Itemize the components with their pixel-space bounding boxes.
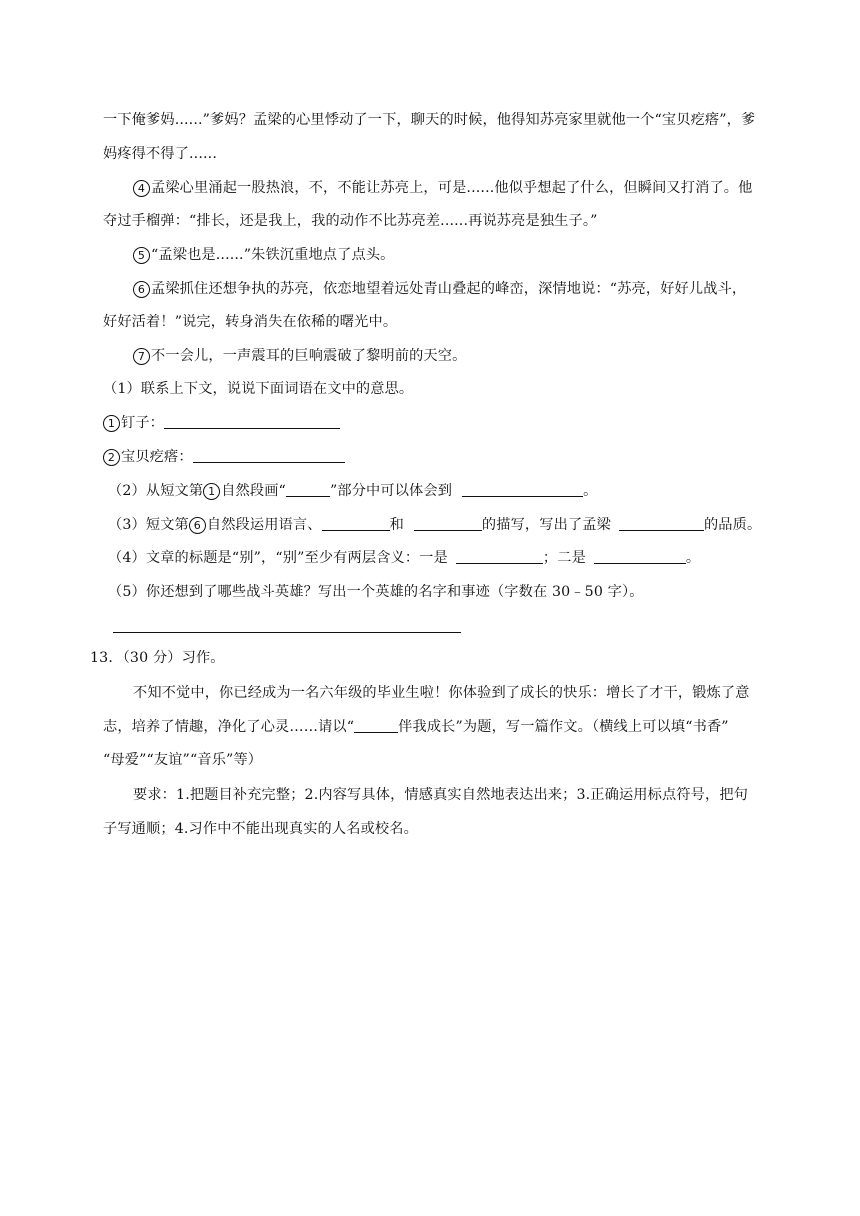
title-blank[interactable]	[354, 718, 398, 733]
question-text: ；二是	[542, 550, 586, 566]
question-1a	[103, 414, 340, 432]
question-text: （4）文章的标题是“别”，“别”至少有两层含义：一是	[108, 550, 448, 566]
question-text: ”部分中可以体会到	[329, 483, 453, 499]
prompt-text: 伴我成长”为题，写一篇作文。（横线上可以填“书香”	[398, 719, 729, 735]
passage-text: 孟梁心里涌起一股热浪，不，不能让苏亮上，可是......他似乎想起了什么，但瞬间又打消了。他	[151, 180, 753, 196]
question-text: 和	[389, 517, 404, 533]
passage-text: 不一会儿，一声震耳的巨响震破了黎明前的天空。	[151, 348, 467, 364]
item-label: 钉子：	[121, 415, 165, 431]
passage-line: 好好活着！”说完，转身消失在依稀的曙光中。	[103, 314, 398, 330]
question-1: （1）联系上下文，说说下面词语在文中的意思。	[103, 381, 414, 397]
answer-blank[interactable]	[462, 482, 583, 497]
question-text: 的描写，写出了孟梁	[481, 517, 611, 533]
question-5: （5）你还想到了哪些战斗英雄？写出一个英雄的名字和事迹（字数在 30﹣50 字）。	[108, 584, 644, 600]
question-text: 。	[685, 550, 701, 566]
answer-blank[interactable]	[164, 414, 340, 429]
essay-prompt-line: “母爱”“友谊”“音乐”等）	[103, 752, 263, 768]
paragraph-5	[133, 246, 395, 264]
paragraph-number-4: 4	[133, 180, 150, 197]
question-2	[108, 482, 597, 500]
essay-requirements-line: 子写通顺；4.习作中不能出现真实的人名或校名。	[103, 821, 418, 837]
paragraph-7	[133, 347, 466, 365]
paragraph-number-7: 7	[133, 348, 150, 365]
item-label: 宝贝疙瘩：	[121, 449, 193, 465]
answer-blank[interactable]	[193, 448, 345, 463]
essay-prompt-line	[103, 718, 729, 736]
item-number-2: 2	[103, 449, 120, 466]
passage-line: 夺过手榴弹：“排长，还是我上，我的动作不比苏亮差......再说苏亮是独生子。”	[103, 213, 598, 229]
question-4	[108, 549, 700, 567]
question-1b	[103, 448, 345, 466]
answer-line[interactable]	[113, 632, 461, 633]
answer-blank[interactable]	[594, 549, 686, 564]
answer-blank[interactable]	[286, 482, 330, 497]
essay-requirements-line: 要求：1.把题目补充完整；2.内容写具体，情感真实自然地表达出来；3.正确运用标点符号，把句	[133, 787, 749, 803]
prompt-text: 志，培养了情趣，净化了心灵……请以“	[103, 719, 355, 735]
answer-blank[interactable]	[619, 516, 704, 531]
paragraph-ref-6: 6	[189, 517, 206, 534]
question-text: 自然段运用语言、	[206, 517, 322, 533]
item-number-1: 1	[103, 415, 120, 432]
passage-text: 孟梁抓住还想争执的苏亮，依恋地望着远处青山叠起的峰峦，深情地说：“苏亮，好好儿战斗，	[151, 281, 747, 297]
paragraph-number-5: 5	[133, 247, 150, 264]
question-text: 。	[583, 483, 598, 499]
answer-blank[interactable]	[456, 549, 543, 564]
question-text: 自然段画“	[221, 483, 286, 499]
answer-blank[interactable]	[322, 516, 390, 531]
question-13-header: 13．（30 分）习作。	[90, 650, 225, 666]
passage-line: 一下俺爹妈......”爹妈？孟梁的心里悸动了一下，聊天的时候，他得知苏亮家里就他一个“宝贝疙瘩”，爹	[103, 112, 756, 128]
essay-prompt-line: 不知不觉中，你已经成为一名六年级的毕业生啦！你体验到了成长的快乐：增长了才干，锻炼了意	[133, 685, 750, 701]
passage-text: “孟梁也是......”朱铁沉重地点了点头。	[151, 247, 395, 263]
question-3	[108, 516, 761, 534]
answer-blank[interactable]	[414, 516, 482, 531]
paragraph-ref-1: 1	[203, 483, 220, 500]
paragraph-4	[133, 179, 752, 197]
paragraph-number-6: 6	[133, 281, 150, 298]
question-text: 的品质。	[703, 517, 762, 533]
question-text: （2）从短文第	[108, 483, 204, 499]
question-text: （3）短文第	[108, 517, 189, 533]
passage-line: 妈疼得不得了......	[103, 146, 217, 162]
paragraph-6	[133, 280, 746, 298]
